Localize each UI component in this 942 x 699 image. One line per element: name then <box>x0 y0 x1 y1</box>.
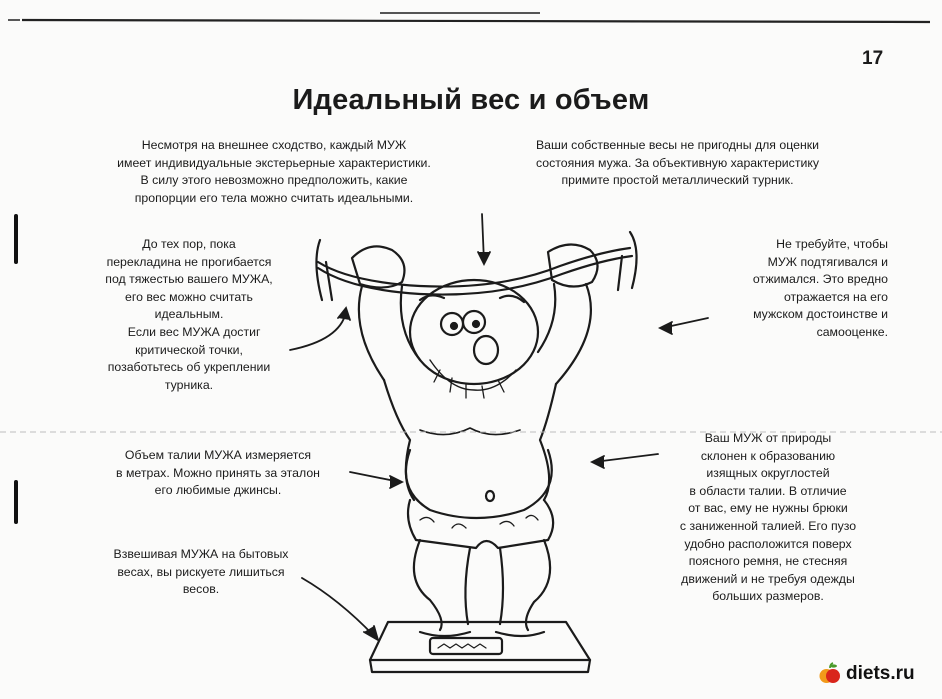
binding-mark-upper <box>14 214 18 264</box>
belly <box>406 450 552 518</box>
torso <box>384 380 556 500</box>
left-leg <box>414 540 470 630</box>
bathroom-scale <box>370 622 590 660</box>
page-title: Идеальный вес и объем <box>292 84 650 116</box>
bar-right-paragraph: Не требуйте, чтобы МУЖ подтягивался и отжимался. Это вредно отражается на его мужском достоинстве и самооценке. <box>752 237 888 339</box>
right-arm <box>538 284 591 384</box>
nose <box>474 336 498 364</box>
bar-left-paragraph: До тех пор, пока перекладина не прогибается под тяжестью вашего МУЖА, его вес можно считать идеальным. Если вес МУЖА достиг критической точки, позаботьтесь об укреплении турника. <box>105 237 273 392</box>
head <box>410 280 538 384</box>
waist-right-paragraph: Ваш МУЖ от природы склонен к образованию изящных округлостей в области талии. В отличие от вас, ему не нужны брюки с заниженной талией. Его пузо удобно расположится поверх поясного ремня, не стесняя движений и не требуя одежды больших размеров. <box>679 431 857 604</box>
apple-logo-icon <box>818 662 842 686</box>
intro-left-paragraph: Несмотря на внешнее сходство, каждый МУЖ имеет индивидуальные экстерьерные характеристики. В силу этого невозможно предположить, какие пропорции его тела можно считать идеальными. <box>117 138 431 205</box>
intro-right-paragraph: Ваши собственные весы не пригодны для оценки состояния мужа. За объективную характеристику примите простой металлический турник. <box>535 138 819 188</box>
waist-left-paragraph: Объем талии МУЖА измеряется в метрах. Можно принять за эталон его любимые джинсы. <box>116 448 320 498</box>
right-leg <box>500 540 550 630</box>
arrow-down-to-bar <box>482 214 484 262</box>
arrow-right-to-belly <box>594 454 658 462</box>
scale-left-paragraph: Взвешивая МУЖА на бытовых весах, вы рискуете лишиться весов. <box>113 547 289 597</box>
left-hand <box>352 246 404 287</box>
page-number: 17 <box>862 48 884 69</box>
arrow-to-scale <box>302 578 376 638</box>
shorts <box>408 500 553 548</box>
page-top-border <box>0 0 942 36</box>
binding-mark-lower <box>14 480 18 524</box>
watermark-text: diets.ru <box>846 663 915 684</box>
horizontal-bar <box>318 248 630 287</box>
left-arm <box>359 286 420 380</box>
right-hand <box>548 244 598 286</box>
diets-ru-watermark <box>818 662 915 686</box>
